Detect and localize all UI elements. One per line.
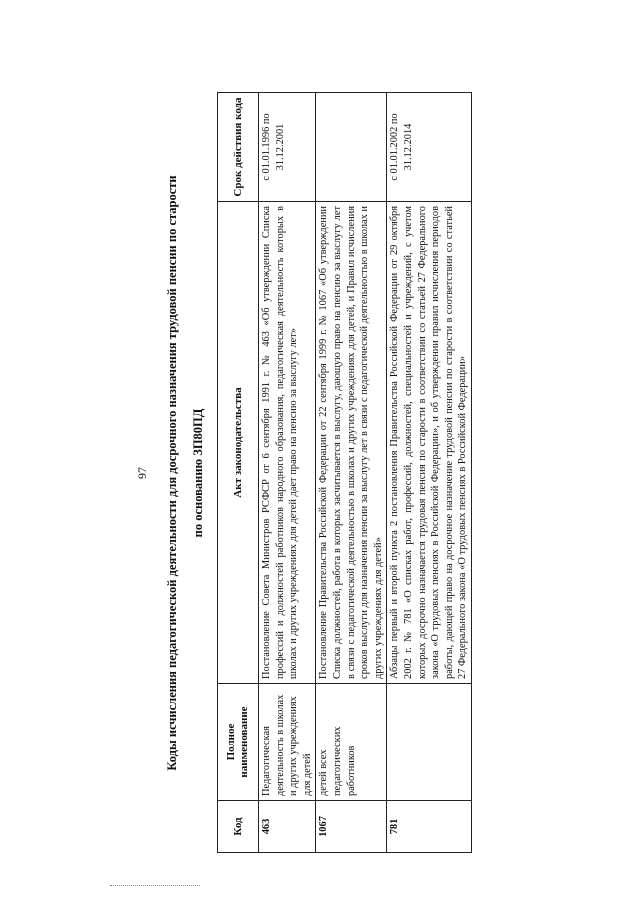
row-act: Абзацы первый и второй пункта 2 постановления Правительства Российской Федерации от 29 октября 2002 г. № 781 «О списках работ, профессий, должностей, специальностей и учреждений, с учетом которых досрочно назначается трудовая пенсия по старости в соответствии со статьей 27 Федерального закона «О трудовых пенсиях в Российской Федерации», и об утверждении правил исчисления периодов работы, дающей право на досрочное назначение трудовой пенсии по старости в соответствии со статьей 27 Федерального закона «О трудовых пенсиях в Российской Федерации» bbox=[387, 202, 472, 684]
page-number: 97 bbox=[135, 467, 149, 479]
row-act: Постановление Совета Министров РСФСР от 6 сентября 1991 г. № 463 «Об утверждении Списка профессий и должностей работников народного образования, педагогическая деятельность которых в школах и других учреждениях для детей дает право на пенсию за выслугу лет» bbox=[259, 202, 316, 684]
table-row bbox=[316, 93, 387, 853]
header-code: Код bbox=[218, 801, 259, 853]
document-subtitle: по основанию ЗП80ПД bbox=[191, 408, 205, 538]
header-act: Акт законодательства bbox=[218, 202, 259, 684]
header-name: Полное наименование bbox=[218, 684, 259, 801]
footer-divider bbox=[110, 885, 200, 886]
row-period: с 01.01.2002 по 31.12.2014 bbox=[387, 93, 472, 202]
row-period: с 01.01.1996 по 31.12.2001 bbox=[259, 93, 316, 202]
row-name: Педагогическая деятельность в школах и других учреждениях для детей bbox=[259, 684, 316, 801]
row-act: Постановление Правительства Российской Федерации от 22 сентября 1999 г. № 1067 «Об утверждении Списка должностей, работа в которых засчитывается в выслугу, дающую право на пенсию за выслугу лет в связи с педагогической деятельностью в школах и других учреждениях для детей, и Правил исчисления сроков выслуги для назначения пенсии за выслугу лет в связи с педагогической деятельностью в школах и других учреждениях для детей» bbox=[316, 202, 387, 684]
row-name bbox=[387, 684, 472, 801]
row-code: 1067 bbox=[316, 801, 387, 853]
document-title: Коды исчисления педагогической деятельности для досрочного назначения трудовой пенсии по старости bbox=[165, 175, 179, 771]
table-row bbox=[387, 93, 472, 853]
table-header-row bbox=[218, 93, 259, 853]
row-code: 463 bbox=[259, 801, 316, 853]
rotated-page-content bbox=[135, 93, 505, 853]
header-period: Срок действия кода bbox=[218, 93, 259, 202]
row-name: детей всех педагогических работников bbox=[316, 684, 387, 801]
row-period bbox=[316, 93, 387, 202]
row-code: 781 bbox=[387, 801, 472, 853]
codes-table bbox=[217, 92, 472, 853]
table-row bbox=[259, 93, 316, 853]
